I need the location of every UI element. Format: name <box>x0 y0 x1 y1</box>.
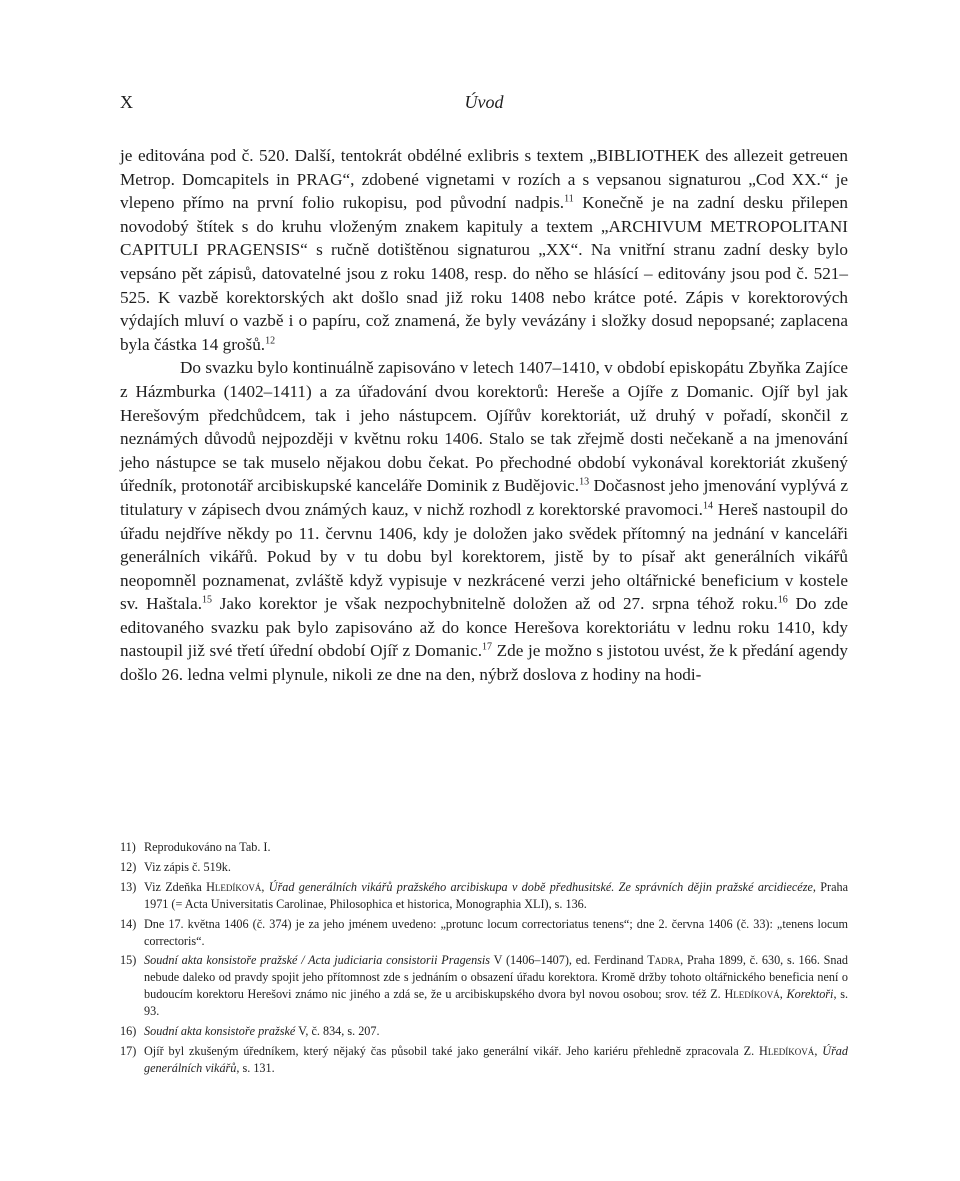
work-title: Soudní akta konsistoře pražské <box>144 1024 296 1039</box>
paragraph-1 <box>120 144 848 356</box>
author-name: Hledíková <box>759 1043 815 1058</box>
work-title: Úřad generálních vikářů <box>144 1043 848 1075</box>
footnote-number: 15) <box>120 953 137 968</box>
footnote-ref-15: 15 <box>202 594 212 606</box>
footnote-number: 11) <box>120 840 136 854</box>
running-title: Úvod <box>464 92 504 112</box>
text-run: Dne 17. května 1406 (č. 374) je za jeho jménem uvedeno: „protunc locum correctoriatus tenens“; dne 2. června 1406 (č. 33): „tenens locum correctoris“. <box>144 916 848 948</box>
footnote-text <box>144 1043 848 1077</box>
footnote-ref-11: 11 <box>564 193 574 205</box>
footnote-number: 17) <box>120 1043 137 1058</box>
footnotes <box>120 839 848 1080</box>
footnote-number: 16) <box>120 1024 137 1039</box>
work-title: Korektoři <box>786 987 834 1002</box>
author-name: Hledíková <box>724 987 780 1002</box>
footnote-ref-12: 12 <box>265 335 276 347</box>
text-run: Konečně je na zadní desku přilepen novodobý štítek s do kruhu vloženým znakem kapituly a textem „ARCHIVUM METROPOLITANI CAPITULI PRAGENSIS“ s ručně dotištěnou signaturou „XX“. Na vnitřní stranu zadní desky bylo vepsáno pět zápisů, datovatelné jsou z roku 1408, resp. do něho se hlásící – editovány jsou pod č. 521–525. K vazbě korektorských akt došlo snad již roku 1408 nebo krátce poté. Zápis v korektorových výdajích mluví o vazbě i o papíru, což znamená, že byly vevázány i složky dosud nepopsané; zaplacena byla částka 14 grošů. <box>120 193 849 354</box>
footnote-ref-16: 16 <box>777 594 788 606</box>
page-number: X <box>120 92 133 112</box>
footnote-text <box>144 916 848 950</box>
text-run: , s. 131. <box>236 1060 275 1075</box>
footnote-text <box>144 952 848 1020</box>
text-run: , <box>779 987 787 1002</box>
footnote-ref-13: 13 <box>579 476 590 488</box>
footnote-number: 13) <box>120 879 137 894</box>
text-run: , <box>814 1043 823 1058</box>
author-name: Hledíková <box>206 879 262 894</box>
footnote-12 <box>120 859 848 876</box>
text-run: , Praha 1971 (= Acta Universitatis Carolinae, Philosophica et historica, Monographia XLI), s. 136. <box>144 879 848 911</box>
text-run: Do svazku bylo kontinuálně zapisováno v letech 1407–1410, v období episkopátu Zbyňka Zajíce z Házmburka (1402–1411) a za úřadování dvou korektorů: Hereše a Ojíře z Domanic. Ojíř byl jak Herešovým předchůdcem, tak i jeho nástupcem. Ojířův korektoriát, už druhý v pořadí, skončil z neznámých důvodů nejpozději v květnu roku 1406. Stalo se tak zřejmě dosti nečekaně a na jmenování jeho nástupce se tak muselo nějakou dobu čekat. Po přechodné období vykonával korektoriát zkušený úředník, protonotář arcibiskupské kanceláře Dominik z Budějovic. <box>120 358 848 496</box>
text-run: je editována pod č. 520. Další, tentokrát obdélné exlibris s textem „BIBLIOTHEK des allezeit getreuen Metrop. Domcapitels in PRAG“, zdobené vignetami v rozích a s vepsanou signaturou „Cod XX.“ je vlepeno přímo na první folio rukopisu, pod původní nadpis. <box>120 146 848 213</box>
text-run: Dočasnost jeho jmenování vyplývá z titulatury v zápisech dvou známých kauz, v nichž rozhodl z korektorské pravomoci. <box>120 476 849 519</box>
text-run: Jako korektor je však nezpochybnitelně doložen až od 27. srpna téhož roku. <box>212 594 778 614</box>
footnote-number: 14) <box>120 916 137 931</box>
author-name: Tadra <box>647 953 681 968</box>
paragraph-2 <box>120 356 848 686</box>
text-run: Reprodukováno na Tab. I. <box>144 840 271 854</box>
footnote-text <box>144 1023 848 1040</box>
footnote-ref-17: 17 <box>482 641 493 653</box>
footnote-text <box>144 879 848 913</box>
work-title: Úřad generálních vikářů pražského arcibiskupa v době předhusitské. Ze správních dějin pražské arcidiecéze <box>268 879 813 894</box>
text-run: V (1406–1407), ed. Ferdinand <box>490 953 648 968</box>
text-run: V, č. 834, s. 207. <box>295 1024 380 1039</box>
text-run: Zde je možno s jistotou uvést, že k předání agendy došlo 26. ledna velmi plynule, nikoli ze dne na den, nýbrž doslova z hodiny na hodi- <box>120 641 848 685</box>
footnote-13 <box>120 879 848 913</box>
text-run: Ojíř byl zkušeným úředníkem, který nějaký čas působil také jako generální vikář. Jeho kariéru přehledně zpracovala Z. <box>144 1043 760 1058</box>
work-title: Soudní akta konsistoře pražské / Acta judiciaria consistorii Pragensis <box>144 953 491 968</box>
text-run: , Praha 1899, č. 630, s. 166. Snad nebude daleko od pravdy spojit jeho přítomnost zde s jednáním o obsazení úřadu korektora. Kromě držby tohoto oltářnického beneficia není o budoucím korektoru Herešovi známo nic jiného a zdá se, že u arcibiskupského dvora byl novou osobou; srov. též Z. <box>144 953 848 1002</box>
footnote-text <box>144 839 848 856</box>
footnote-number: 12) <box>120 859 137 874</box>
text-run: , <box>261 879 269 894</box>
main-text <box>120 144 848 687</box>
footnote-16 <box>120 1023 848 1040</box>
text-run: Do zde editovaného svazku pak bylo zapisováno až do konce Herešova korektoriátu v lednu roku 1410, kdy nastoupil již své třetí úřední období Ojíř z Domanic. <box>120 594 849 661</box>
text-run: Hereš nastoupil do úřadu nejdříve někdy po 11. červnu 1406, kdy je doložen jako svědek přítomný na jednání v kanceláři generálních vikářů. Pokud by v tu dobu byl korektorem, jistě by to písař akt generálních vikářů neopomněl poznamenat, zvláště když vypisuje v nezkrácené verzi jeho oltářnické beneficium v kostele sv. Haštala. <box>120 499 848 614</box>
footnote-11 <box>120 839 848 856</box>
footnote-text <box>144 859 848 876</box>
page-header <box>120 92 848 116</box>
footnote-ref-14: 14 <box>702 500 713 512</box>
text-run: Viz zápis č. 519k. <box>144 859 231 874</box>
footnote-17 <box>120 1043 848 1077</box>
footnote-14 <box>120 916 848 950</box>
footnote-15 <box>120 952 848 1020</box>
text-run: , s. 93. <box>144 987 849 1019</box>
text-run: Viz Zdeňka <box>144 879 207 894</box>
